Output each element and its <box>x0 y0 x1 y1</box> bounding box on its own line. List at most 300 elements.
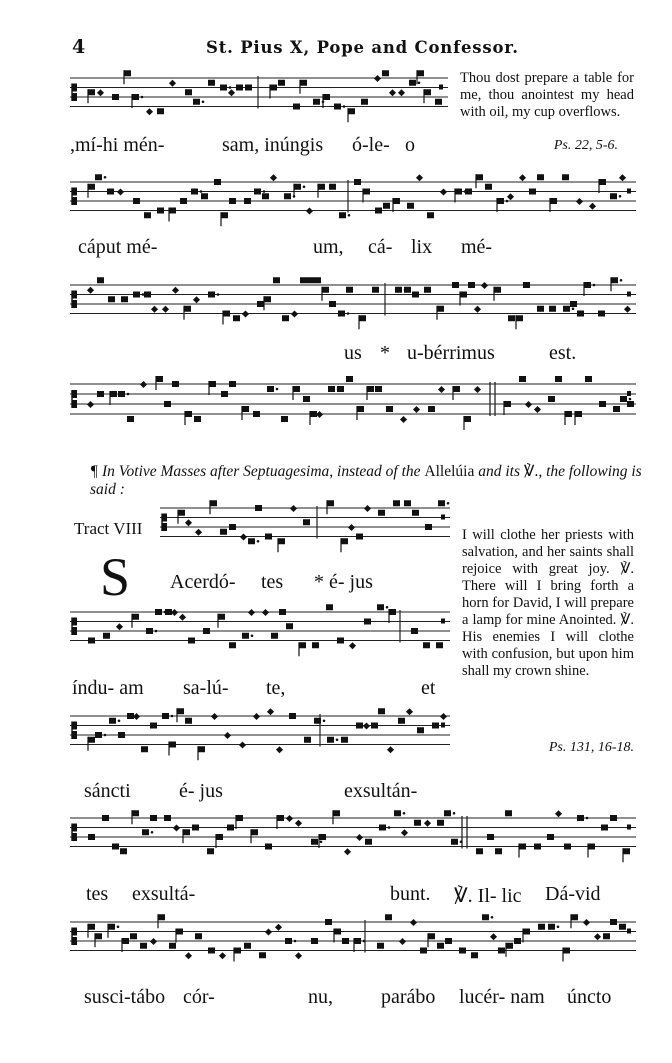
neume <box>377 943 384 949</box>
neume <box>97 391 104 397</box>
neume <box>318 184 325 190</box>
neume <box>223 311 230 317</box>
neume <box>537 174 544 180</box>
neume <box>178 510 185 516</box>
neume <box>285 938 292 944</box>
neume-rhombus <box>291 310 298 317</box>
neume <box>495 848 502 854</box>
neume-rhombus <box>248 609 255 616</box>
neume-rhombus <box>185 519 192 526</box>
neume <box>471 952 478 958</box>
neume-dot <box>557 925 560 928</box>
neume-dot <box>104 176 107 179</box>
neume <box>165 609 172 615</box>
neume <box>299 642 306 648</box>
neume <box>337 386 344 392</box>
neume-rhombus <box>583 919 590 926</box>
neume <box>570 301 577 307</box>
neume <box>494 287 501 293</box>
neume-dot <box>251 634 254 637</box>
neume <box>132 614 139 620</box>
neume <box>244 198 251 204</box>
neume-dot <box>142 293 145 296</box>
neume <box>363 189 370 195</box>
lyric-syllable: ℣. Il- lic <box>454 885 522 907</box>
neume <box>312 642 319 648</box>
neume <box>242 406 249 412</box>
neume-rhombus <box>406 708 413 715</box>
neume <box>264 296 271 302</box>
neume <box>156 376 163 382</box>
neume-rhombus <box>534 406 541 413</box>
neume-dot <box>453 812 456 815</box>
neume <box>611 277 618 283</box>
neume <box>356 534 363 540</box>
neume <box>364 619 371 625</box>
neume-rhombus <box>224 732 231 739</box>
neume <box>248 538 255 544</box>
neume <box>229 524 236 530</box>
neume <box>169 943 176 949</box>
neume-dot <box>257 540 260 543</box>
neume-rhombus <box>193 296 200 303</box>
clef <box>72 400 77 408</box>
neume <box>404 287 411 293</box>
neume <box>314 277 321 283</box>
neume-dot <box>104 734 107 737</box>
neume <box>195 933 202 939</box>
neume <box>588 844 595 850</box>
neume <box>428 933 435 939</box>
neume <box>95 732 102 738</box>
neume <box>265 534 272 540</box>
neume <box>130 933 137 939</box>
custos <box>627 292 631 297</box>
neume-dot <box>336 738 339 741</box>
neume-rhombus <box>133 713 140 720</box>
neume <box>354 938 361 944</box>
neume <box>201 193 208 199</box>
neume-rhombus <box>228 89 235 96</box>
neume <box>267 386 274 392</box>
neume <box>627 401 634 407</box>
neume-rhombus <box>356 834 363 841</box>
neume <box>162 713 169 719</box>
neume-dot <box>118 719 121 722</box>
neume <box>620 396 627 402</box>
neume <box>555 376 562 382</box>
neume <box>88 638 95 644</box>
neume <box>221 391 228 397</box>
neume <box>464 416 471 422</box>
neume <box>348 108 355 114</box>
neume <box>150 815 157 821</box>
lyric-syllable: um, <box>313 236 344 258</box>
neume <box>383 203 390 209</box>
neume <box>155 609 162 615</box>
neume-rhombus <box>185 952 192 959</box>
custos <box>441 723 445 728</box>
neume <box>208 292 215 298</box>
neume <box>505 810 512 816</box>
neume <box>293 386 300 392</box>
lyric-asterisk: * <box>380 342 390 364</box>
lyric-syllable: ó-le- <box>352 134 390 156</box>
neume <box>255 505 262 511</box>
neume <box>209 381 216 387</box>
neume <box>571 914 578 920</box>
custos <box>439 85 443 90</box>
clef <box>72 84 77 92</box>
neume <box>193 99 200 105</box>
custos <box>627 929 631 934</box>
neume-rhombus <box>239 741 246 748</box>
neume-dot <box>263 190 266 193</box>
neume-dot <box>388 826 391 829</box>
neume <box>375 208 382 214</box>
neume-dot <box>155 630 158 633</box>
neume <box>325 919 332 925</box>
clef <box>72 390 77 398</box>
neume-rhombus <box>171 609 178 616</box>
page-title: St. Pius X, Pope and Confessor. <box>206 38 519 57</box>
neume <box>164 401 171 407</box>
neume <box>207 848 214 854</box>
neume <box>346 287 353 293</box>
neume <box>314 718 321 724</box>
neume <box>95 933 102 939</box>
lyric-syllable: índu- am <box>72 677 144 699</box>
neume <box>437 306 444 312</box>
neume-rhombus <box>401 829 408 836</box>
neume <box>221 212 228 218</box>
neume <box>379 825 386 831</box>
neume-rhombus <box>87 287 94 294</box>
neume <box>460 292 467 298</box>
neume <box>95 174 102 180</box>
neume <box>468 282 475 288</box>
neume <box>122 938 129 944</box>
neume <box>342 938 349 944</box>
neume-dot <box>491 916 494 919</box>
clef <box>72 928 77 936</box>
citation-psalm-131: Ps. 131, 16-18. <box>548 740 634 755</box>
lyric-syllable: cór- <box>183 986 215 1008</box>
neume-rhombus <box>363 722 370 729</box>
lyric-syllable: o <box>405 134 415 156</box>
neume <box>311 839 318 845</box>
neume <box>438 500 445 506</box>
neume <box>424 89 431 95</box>
neume <box>253 411 260 417</box>
custos <box>441 619 445 624</box>
lyric-syllable: sam, inúngis <box>222 134 324 156</box>
neume <box>242 633 249 639</box>
neume <box>378 510 385 516</box>
neume-rhombus <box>389 89 396 96</box>
neume-rhombus <box>481 282 488 289</box>
rubric <box>90 463 650 499</box>
neume <box>278 80 285 86</box>
neume-rhombus <box>169 80 176 87</box>
neume-rhombus <box>172 287 179 294</box>
translation-psalm-22: Thou dost prepare a table for me, thou anointest my head with oil, my cup overflows. <box>460 70 634 120</box>
neume <box>375 386 382 392</box>
neume <box>327 500 334 506</box>
neume-dot <box>620 279 623 282</box>
neume <box>108 296 115 302</box>
neume <box>377 604 384 610</box>
neume <box>452 282 459 288</box>
neume <box>220 85 227 91</box>
neume <box>487 834 494 840</box>
neume <box>437 820 444 826</box>
neume <box>118 732 125 738</box>
neume <box>354 179 361 185</box>
neume <box>367 386 374 392</box>
neume-dot <box>403 812 406 815</box>
neume <box>108 924 115 930</box>
neume <box>144 212 151 218</box>
neume <box>359 315 366 321</box>
neume <box>498 948 505 954</box>
neume <box>610 193 617 199</box>
neume-rhombus <box>270 174 277 181</box>
neume <box>184 306 191 312</box>
neume-dot <box>229 86 232 89</box>
neume-dot <box>418 81 421 84</box>
neume-rhombus <box>173 824 180 831</box>
neume <box>326 604 333 610</box>
neume-dot <box>200 190 203 193</box>
neume <box>389 609 396 615</box>
neume-rhombus <box>117 188 124 195</box>
neume <box>284 193 291 199</box>
neume <box>236 815 243 821</box>
clef <box>72 833 77 841</box>
neume <box>411 628 418 634</box>
versicle-sign: ℣. <box>523 463 539 480</box>
neume <box>412 292 419 298</box>
neume <box>281 416 288 422</box>
neume-rhombus <box>240 533 247 540</box>
neume <box>319 834 326 840</box>
lyric-syllable: cáput mé- <box>78 236 158 258</box>
neume-rhombus <box>490 933 497 940</box>
lyric-syllable: tes <box>261 571 284 593</box>
neume-rhombus <box>576 198 583 205</box>
neume <box>112 94 119 100</box>
neume <box>338 311 345 317</box>
neume-rhombus <box>97 89 104 96</box>
lyric-syllable: tes <box>86 883 109 905</box>
neume <box>244 943 251 949</box>
neume <box>432 723 439 729</box>
neume <box>110 391 117 397</box>
neume-rhombus <box>374 75 381 82</box>
lyric-syllable: lix <box>411 236 433 258</box>
neume-rhombus <box>387 746 394 753</box>
paragraph-mark: ¶ <box>90 463 99 480</box>
lyric-syllable: bunt. <box>390 883 431 905</box>
neume <box>169 208 176 214</box>
neume-rhombus <box>619 174 626 181</box>
citation-psalm-22: Ps. 22, 5-6. <box>553 138 618 153</box>
neume <box>150 723 157 729</box>
rubric-text: , the following is said : <box>90 463 642 498</box>
neume-rhombus <box>398 89 405 96</box>
lyric-syllable: * é- jus <box>314 571 373 593</box>
neume <box>286 623 293 629</box>
neume <box>394 810 401 816</box>
neume-rhombus <box>150 938 157 945</box>
neume <box>157 208 164 214</box>
neume <box>407 203 414 209</box>
lyric-syllable: cá- <box>368 236 393 258</box>
lyric-syllable: Dá-vid <box>545 883 601 905</box>
neume-dot <box>151 831 154 834</box>
neume <box>563 306 570 312</box>
neume-rhombus <box>555 810 562 817</box>
neume <box>169 742 176 748</box>
neume <box>251 829 258 835</box>
neume <box>323 94 330 100</box>
neume <box>329 184 336 190</box>
neume <box>409 80 416 86</box>
neume <box>577 311 584 317</box>
neume-dot <box>619 195 622 198</box>
neume <box>313 99 320 105</box>
neume <box>185 718 192 724</box>
neume <box>254 189 261 195</box>
neume <box>176 929 183 935</box>
neume <box>118 391 125 397</box>
neume-rhombus <box>400 416 407 423</box>
neume-rhombus <box>179 614 186 621</box>
neume-dot <box>141 96 144 99</box>
neume <box>428 406 435 412</box>
neume <box>146 628 153 634</box>
neume <box>361 99 368 105</box>
neume <box>610 919 617 925</box>
neume <box>142 829 149 835</box>
neume <box>216 834 223 840</box>
clef <box>162 514 167 522</box>
neume <box>164 815 171 821</box>
neume <box>127 416 134 422</box>
neume <box>482 914 489 920</box>
translation-psalm-131: I will clothe her priests with salvation, and her saints shall rejoice with great joy. ℣. There will I bring forth a horn for David, I will prepare a lamp for mine Anointed. ℣. His enemies I will clothe with confusion, but upon him shall my crown shine. <box>462 527 634 679</box>
rubric-alleluia: Allelúia <box>424 463 475 480</box>
neume <box>341 538 348 544</box>
neume-rhombus <box>295 952 302 959</box>
neume-rhombus <box>589 203 596 210</box>
neume <box>445 938 452 944</box>
neume-dot <box>460 840 463 843</box>
neume <box>303 519 310 525</box>
neume <box>307 277 314 283</box>
neume <box>365 839 372 845</box>
neume-rhombus <box>525 401 532 408</box>
neume <box>144 292 151 298</box>
neume <box>599 401 606 407</box>
neume <box>141 746 148 752</box>
neume <box>603 933 610 939</box>
neume-dot <box>586 817 589 820</box>
neume <box>294 184 301 190</box>
neume <box>88 184 95 190</box>
neume <box>311 938 318 944</box>
neume-dot <box>323 719 326 722</box>
lyric-syllable: nu, <box>308 986 333 1008</box>
neume <box>378 708 385 714</box>
page-number: 4 <box>72 36 86 58</box>
neume <box>417 727 424 733</box>
lyric-syllable: sáncti <box>84 780 131 802</box>
neume <box>322 287 329 293</box>
neume <box>124 70 131 76</box>
neume <box>437 943 444 949</box>
clef <box>72 93 77 101</box>
neume-rhombus <box>290 505 297 512</box>
neume <box>417 70 424 76</box>
lyric-syllable: mé- <box>461 236 493 258</box>
neume <box>259 952 266 958</box>
neume <box>214 179 221 185</box>
neume-dot <box>303 185 306 188</box>
clef <box>72 731 77 739</box>
neume <box>538 924 545 930</box>
lyric-syllable: Acerdó- <box>170 571 236 593</box>
neume-rhombus <box>276 746 283 753</box>
neume <box>278 538 285 544</box>
neume <box>328 386 335 392</box>
neume <box>329 301 336 307</box>
neume <box>157 108 164 114</box>
neume <box>497 198 504 204</box>
neume-rhombus <box>410 919 417 926</box>
neume <box>103 633 110 639</box>
neume-rhombus <box>267 708 274 715</box>
neume-rhombus <box>438 386 445 393</box>
neume-rhombus <box>242 310 249 317</box>
neume-rhombus <box>399 938 406 945</box>
neume-dot <box>171 715 174 718</box>
neume-dot <box>127 393 130 396</box>
neume-rhombus <box>416 174 423 181</box>
neume <box>371 723 378 729</box>
neume <box>304 737 311 743</box>
neume-dot <box>347 312 350 315</box>
neume <box>508 315 515 321</box>
tract-label: Tract VIII <box>74 519 143 538</box>
neume <box>444 810 451 816</box>
neume-dot <box>572 307 575 310</box>
neume <box>386 406 393 412</box>
neume-rhombus <box>594 933 601 940</box>
neume <box>465 189 472 195</box>
lyric-syllable: é- jus <box>179 780 223 802</box>
neume-rhombus <box>424 820 431 827</box>
neume-rhombus <box>440 713 447 720</box>
neume <box>519 844 526 850</box>
neume <box>158 914 165 920</box>
rubric-text: In Votive Masses after Septuagesima, instead of the <box>101 463 421 480</box>
neume <box>613 406 620 412</box>
neume-dot <box>506 200 509 203</box>
neume <box>547 834 554 840</box>
neume <box>455 189 462 195</box>
